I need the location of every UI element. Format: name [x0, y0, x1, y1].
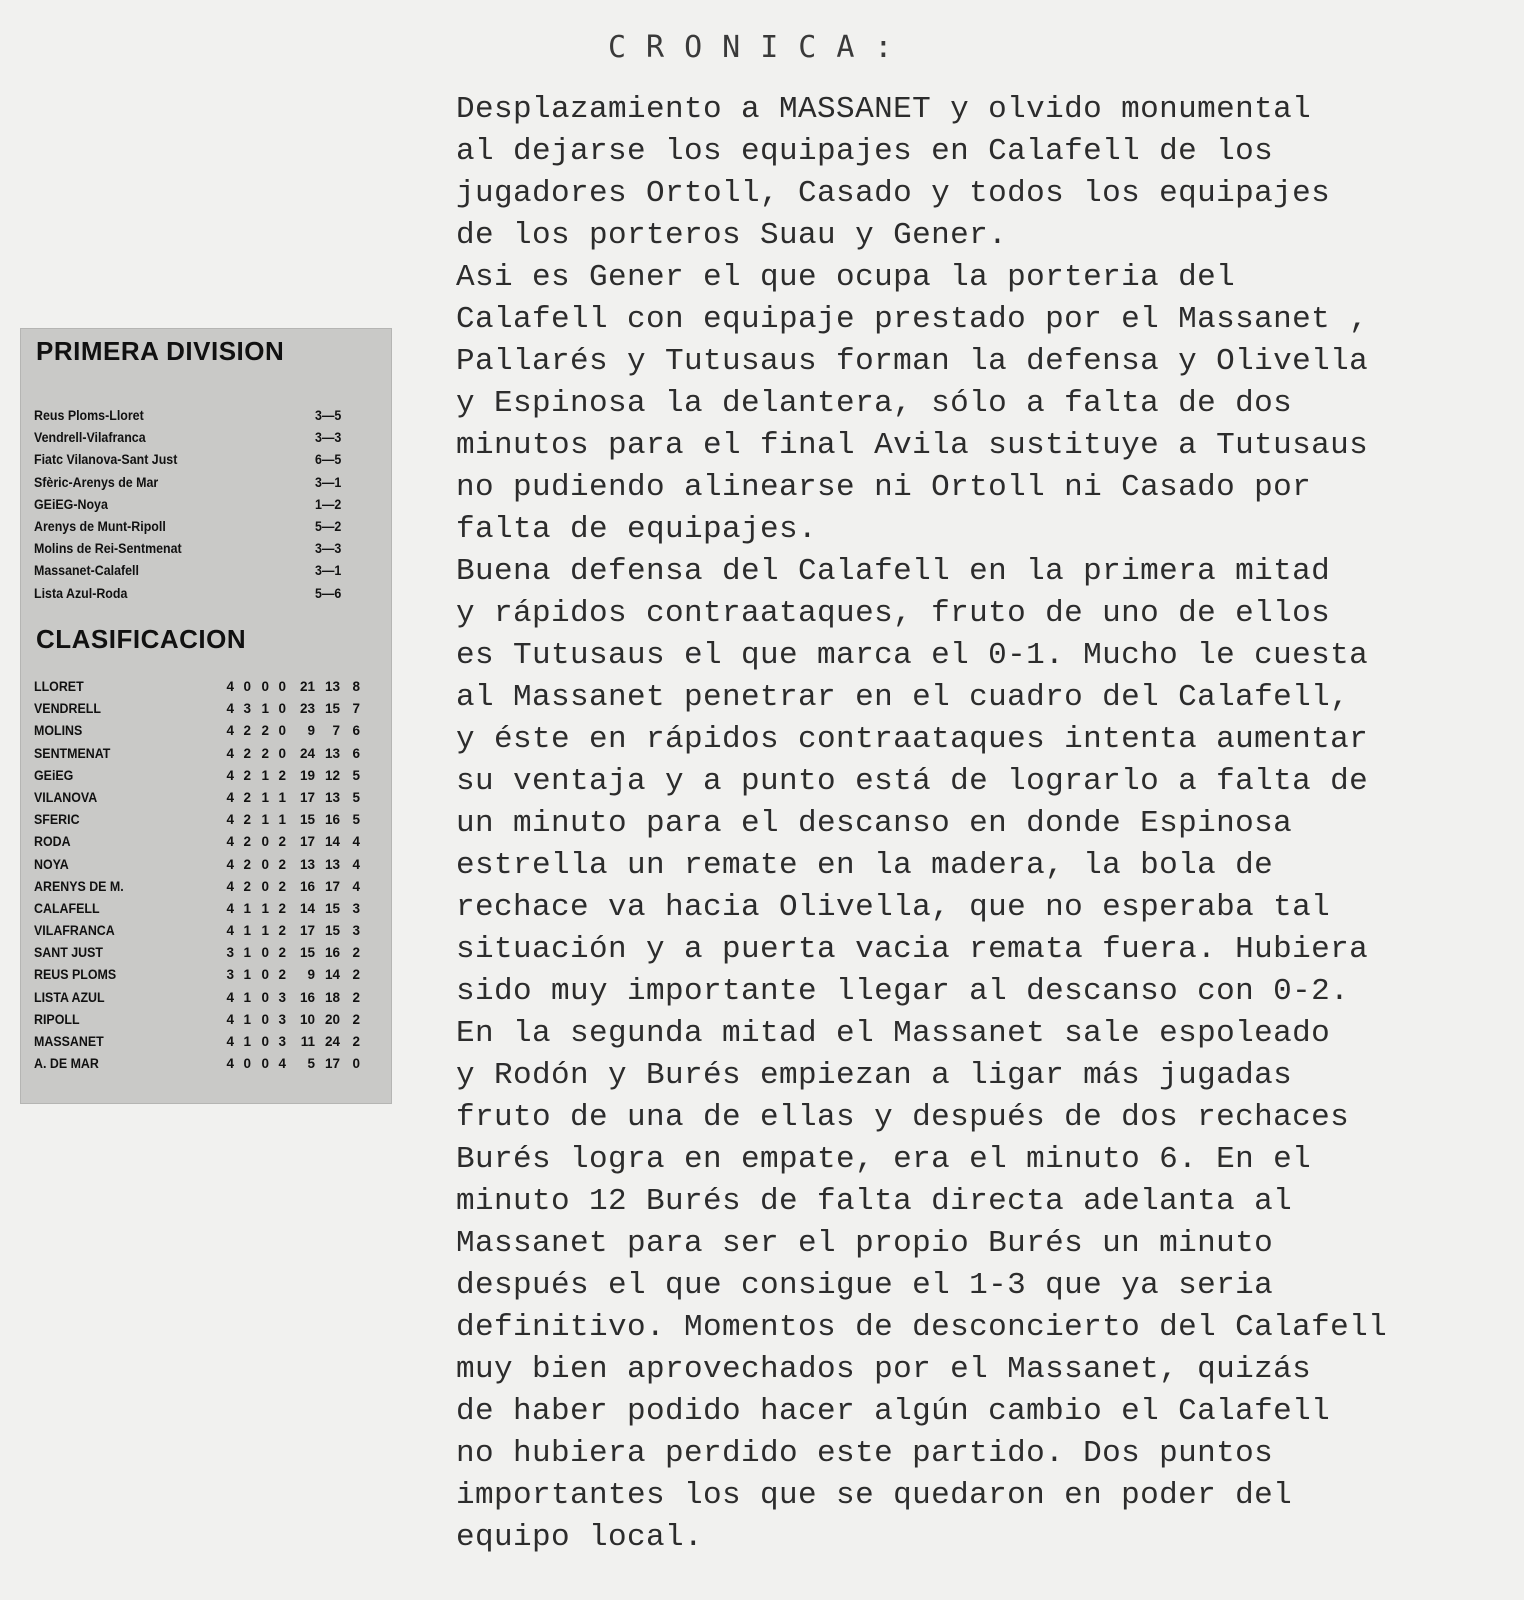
team-stat: 6 — [352, 723, 360, 739]
standings-row — [34, 831, 382, 853]
standings-row — [34, 787, 382, 809]
team-stat: 15 — [324, 900, 340, 916]
team-stat: 1 — [261, 900, 269, 916]
team-stat: 5 — [352, 812, 360, 828]
team-stat: 2 — [278, 878, 286, 894]
team-stat: 1 — [243, 900, 251, 916]
team-stat: 0 — [261, 1011, 269, 1027]
team-stat: 4 — [226, 723, 234, 739]
team-name: A. DE MAR — [34, 1056, 99, 1072]
team-stat: 17 — [299, 834, 315, 850]
team-stat: 1 — [243, 1034, 251, 1049]
team-stat: 2 — [278, 900, 286, 916]
team-stat: 17 — [299, 789, 315, 805]
team-stat: 1 — [261, 923, 269, 939]
team-stat: 13 — [324, 745, 340, 761]
team-stat: 7 — [332, 723, 340, 739]
team-stat: 3 — [278, 1034, 286, 1049]
team-stat: 7 — [352, 701, 360, 717]
team-name: SANT JUST — [34, 945, 104, 961]
team-stat: 16 — [299, 989, 315, 1005]
team-stat: 15 — [324, 701, 340, 717]
team-stat: 1 — [243, 923, 251, 939]
team-stat: 0 — [261, 834, 269, 850]
text-line: rechace va hacia Olivella, que no esperaba tal — [456, 890, 1331, 925]
team-name: MASSANET — [34, 1034, 104, 1049]
result-match: Arenys de Munt-Ripoll — [34, 518, 166, 534]
text-line: En la segunda mitad el Massanet sale espoleado — [456, 1016, 1331, 1051]
team-name: VILANOVA — [34, 789, 98, 805]
team-stat: 2 — [278, 767, 286, 783]
text-line: Calafell con equipaje prestado por el Massanet , — [456, 302, 1369, 337]
text-line: Asi es Gener el que ocupa la porteria del — [456, 260, 1236, 295]
result-score: 3—1 — [315, 474, 342, 490]
team-stat: 15 — [324, 923, 340, 939]
standings-row — [34, 1009, 382, 1031]
result-score: 6—5 — [315, 452, 342, 468]
standings-row — [34, 920, 382, 942]
team-stat: 2 — [278, 834, 286, 850]
standings-row — [34, 942, 382, 964]
text-line: minutos para el final Avila sustituye a Tutusaus — [456, 428, 1369, 463]
cronica-body — [456, 89, 1520, 1559]
result-score: 3—1 — [315, 563, 342, 579]
team-stat: 3 — [278, 989, 286, 1005]
team-stat: 1 — [261, 789, 269, 805]
team-stat: 2 — [261, 723, 269, 739]
team-stat: 2 — [243, 812, 251, 828]
team-stat: 15 — [299, 945, 315, 961]
team-stat: 16 — [299, 878, 315, 894]
team-stat: 23 — [299, 701, 315, 717]
team-stat: 5 — [352, 789, 360, 805]
text-line: después el que consigue el 1-3 que ya seria — [456, 1268, 1274, 1303]
team-name: LLORET — [34, 679, 84, 694]
team-stat: 13 — [324, 679, 340, 694]
team-stat: 2 — [278, 945, 286, 961]
standings-row — [34, 698, 382, 720]
team-stat: 4 — [226, 856, 234, 872]
text-line: fruto de una de ellas y después de dos rechaces — [456, 1100, 1350, 1135]
text-line: de haber podido hacer algún cambio el Calafell — [456, 1394, 1331, 1429]
text-line: y Espinosa la delantera, sólo a falta de dos — [456, 386, 1293, 421]
text-line: Massanet para ser el propio Burés un minuto — [456, 1226, 1274, 1261]
team-stat: 3 — [243, 701, 251, 717]
standings-row — [34, 809, 382, 831]
standings-row — [34, 743, 382, 765]
team-stat: 2 — [261, 745, 269, 761]
standings-row — [34, 765, 382, 787]
team-stat: 0 — [243, 1056, 251, 1072]
team-stat: 4 — [226, 834, 234, 850]
team-stat: 4 — [352, 856, 360, 872]
team-stat: 0 — [261, 856, 269, 872]
team-stat: 10 — [299, 1011, 315, 1027]
team-stat: 2 — [278, 856, 286, 872]
team-stat: 24 — [324, 1034, 340, 1049]
team-stat: 1 — [261, 812, 269, 828]
team-stat: 0 — [278, 679, 286, 694]
team-stat: 4 — [352, 834, 360, 850]
team-stat: 1 — [243, 989, 251, 1005]
team-stat: 18 — [324, 989, 340, 1005]
cronica-title: CRONICA: — [608, 30, 913, 65]
team-stat: 20 — [324, 1011, 340, 1027]
result-score: 3—3 — [315, 541, 342, 557]
team-stat: 2 — [278, 923, 286, 939]
team-stat: 4 — [226, 745, 234, 761]
team-stat: 8 — [352, 679, 360, 694]
newspaper-clipping — [20, 328, 392, 1104]
text-line: Buena defensa del Calafell en la primera mitad — [456, 554, 1331, 589]
team-stat: 2 — [243, 789, 251, 805]
team-stat: 4 — [226, 767, 234, 783]
text-line: Burés logra en empate, era el minuto 6. En el — [456, 1142, 1312, 1177]
team-name: RODA — [34, 834, 71, 850]
team-stat: 5 — [307, 1056, 315, 1072]
team-stat: 16 — [324, 945, 340, 961]
text-line: y éste en rápidos contraataques intenta aumentar — [456, 722, 1369, 757]
team-name: CALAFELL — [34, 900, 100, 916]
standings-row — [34, 987, 382, 1009]
team-stat: 1 — [243, 1011, 251, 1027]
standings-row — [34, 876, 382, 898]
result-match: Molins de Rei-Sentmenat — [34, 541, 182, 557]
team-stat: 13 — [324, 856, 340, 872]
result-score: 3—3 — [315, 430, 342, 446]
team-stat: 4 — [278, 1056, 286, 1072]
team-stat: 4 — [226, 701, 234, 717]
text-line: y Rodón y Burés empiezan a ligar más jugadas — [456, 1058, 1293, 1093]
team-name: LISTA AZUL — [34, 989, 105, 1005]
team-name: VENDRELL — [34, 701, 101, 717]
team-stat: 9 — [307, 723, 315, 739]
team-stat: 2 — [352, 1034, 360, 1049]
text-line: al Massanet penetrar en el cuadro del Calafell, — [456, 680, 1350, 715]
team-stat: 4 — [226, 679, 234, 694]
team-stat: 4 — [226, 1056, 234, 1072]
team-stat: 2 — [243, 767, 251, 783]
result-score: 5—2 — [315, 518, 342, 534]
result-match: Vendrell-Vilafranca — [34, 430, 146, 446]
team-stat: 1 — [243, 945, 251, 961]
result-score: 5—6 — [315, 585, 342, 601]
text-line: no pudiendo alinearse ni Ortoll ni Casado por — [456, 470, 1312, 505]
result-match: Massanet-Calafell — [34, 563, 139, 579]
team-stat: 0 — [243, 679, 251, 694]
team-stat: 14 — [299, 900, 315, 916]
team-stat: 13 — [324, 789, 340, 805]
standings-heading: CLASIFICACION — [36, 624, 247, 654]
team-stat: 3 — [226, 967, 234, 983]
team-stat: 0 — [261, 989, 269, 1005]
team-stat: 1 — [243, 967, 251, 983]
text-line: estrella un remate en la madera, la bola de — [456, 848, 1274, 883]
team-stat: 0 — [261, 679, 269, 694]
team-stat: 4 — [226, 900, 234, 916]
standings-row — [34, 1031, 382, 1053]
team-stat: 9 — [307, 967, 315, 983]
team-stat: 0 — [278, 723, 286, 739]
team-stat: 4 — [226, 1011, 234, 1027]
result-match: GEiEG-Noya — [34, 496, 108, 512]
team-stat: 0 — [352, 1056, 360, 1072]
result-match: Sfèric-Arenys de Mar — [34, 474, 159, 490]
team-stat: 3 — [278, 1011, 286, 1027]
team-stat: 2 — [243, 723, 251, 739]
text-line: equipo local. — [456, 1520, 704, 1555]
team-stat: 17 — [324, 1056, 340, 1072]
team-stat: 12 — [324, 767, 340, 783]
team-stat: 1 — [261, 767, 269, 783]
team-stat: 4 — [226, 812, 234, 828]
team-name: VILAFRANCA — [34, 923, 115, 939]
team-name: MOLINS — [34, 723, 83, 739]
text-line: importantes los que se quedaron en poder del — [456, 1478, 1293, 1513]
text-line: no hubiera perdido este partido. Dos puntos — [456, 1436, 1274, 1471]
team-stat: 13 — [299, 856, 315, 872]
standings-row — [34, 964, 382, 986]
standings-table — [34, 676, 382, 1075]
team-name: RIPOLL — [34, 1011, 80, 1027]
standings-row — [34, 676, 382, 698]
team-stat: 11 — [300, 1034, 315, 1049]
team-stat: 19 — [299, 767, 315, 783]
result-score: 3—5 — [315, 408, 342, 423]
team-stat: 1 — [278, 789, 286, 805]
team-stat: 2 — [243, 834, 251, 850]
team-stat: 4 — [226, 923, 234, 939]
team-stat: 4 — [226, 1034, 234, 1049]
team-stat: 0 — [261, 878, 269, 894]
team-stat: 16 — [324, 812, 340, 828]
team-stat: 15 — [299, 812, 315, 828]
text-line: Desplazamiento a MASSANET y olvido monumental — [456, 92, 1312, 127]
result-row — [34, 516, 341, 538]
team-stat: 2 — [352, 989, 360, 1005]
text-line: muy bien aprovechados por el Massanet, quizás — [456, 1352, 1312, 1387]
text-line: falta de equipajes. — [456, 512, 818, 547]
result-match: Fiatc Vilanova-Sant Just — [34, 452, 178, 468]
text-line: y rápidos contraataques, fruto de uno de ellos — [456, 596, 1331, 631]
team-stat: 5 — [352, 767, 360, 783]
team-stat: 0 — [261, 1056, 269, 1072]
team-name: SFERIC — [34, 812, 80, 828]
result-row — [34, 449, 341, 471]
text-line: minuto 12 Burés de falta directa adelanta al — [456, 1184, 1293, 1219]
standings-row — [34, 898, 382, 920]
team-stat: 4 — [352, 878, 360, 894]
team-name: SENTMENAT — [34, 745, 111, 761]
result-row — [34, 472, 341, 494]
text-line: jugadores Ortoll, Casado y todos los equipajes — [456, 176, 1331, 211]
team-stat: 2 — [278, 967, 286, 983]
result-match: Lista Azul-Roda — [34, 585, 128, 601]
team-stat: 2 — [243, 878, 251, 894]
team-stat: 1 — [261, 701, 269, 717]
text-line: de los porteros Suau y Gener. — [456, 218, 1008, 253]
team-name: ARENYS DE M. — [34, 878, 124, 894]
text-line: Pallarés y Tutusaus forman la defensa y Olivella — [456, 344, 1369, 379]
team-stat: 24 — [299, 745, 315, 761]
team-stat: 0 — [278, 701, 286, 717]
standings-row — [34, 1053, 382, 1075]
team-name: REUS PLOMS — [34, 967, 117, 983]
standings-row — [34, 720, 382, 742]
team-stat: 0 — [261, 967, 269, 983]
team-stat: 21 — [299, 679, 315, 694]
text-line: al dejarse los equipajes en Calafell de los — [456, 134, 1274, 169]
team-stat: 14 — [324, 834, 340, 850]
result-row — [34, 405, 341, 427]
text-line: es Tutusaus el que marca el 0-1. Mucho le cuesta — [456, 638, 1369, 673]
team-stat: 2 — [243, 745, 251, 761]
team-stat: 3 — [352, 923, 360, 939]
team-stat: 2 — [352, 967, 360, 983]
team-stat: 3 — [226, 945, 234, 961]
text-line: su ventaja y a punto está de lograrlo a falta de — [456, 764, 1369, 799]
result-match: Reus Ploms-Lloret — [34, 408, 144, 423]
result-row — [34, 494, 341, 516]
standings-row — [34, 854, 382, 876]
result-row — [34, 427, 341, 449]
team-name: NOYA — [34, 856, 69, 872]
team-stat: 2 — [352, 1011, 360, 1027]
text-line: un minuto para el descanso en donde Espinosa — [456, 806, 1293, 841]
team-stat: 17 — [324, 878, 340, 894]
result-row — [34, 560, 341, 582]
team-stat: 0 — [261, 945, 269, 961]
team-stat: 4 — [226, 878, 234, 894]
team-stat: 0 — [261, 1034, 269, 1049]
team-stat: 14 — [324, 967, 340, 983]
team-name: GEiEG — [34, 767, 74, 783]
team-stat: 17 — [299, 923, 315, 939]
team-stat: 2 — [243, 856, 251, 872]
team-stat: 0 — [278, 745, 286, 761]
team-stat: 1 — [278, 812, 286, 828]
team-stat: 2 — [352, 945, 360, 961]
team-stat: 6 — [352, 745, 360, 761]
text-line: sido muy importante llegar al descanso con 0-2. — [456, 974, 1350, 1009]
division-heading: PRIMERA DIVISION — [36, 336, 285, 366]
result-score: 1—2 — [315, 496, 342, 512]
team-stat: 3 — [352, 900, 360, 916]
team-stat: 4 — [226, 989, 234, 1005]
team-stat: 4 — [226, 789, 234, 805]
results-list — [34, 405, 368, 605]
result-row — [34, 538, 341, 560]
result-row — [34, 583, 341, 605]
text-line: situación y a puerta vacia remata fuera. Hubiera — [456, 932, 1369, 967]
text-line: definitivo. Momentos de desconcierto del Calafell — [456, 1310, 1388, 1345]
